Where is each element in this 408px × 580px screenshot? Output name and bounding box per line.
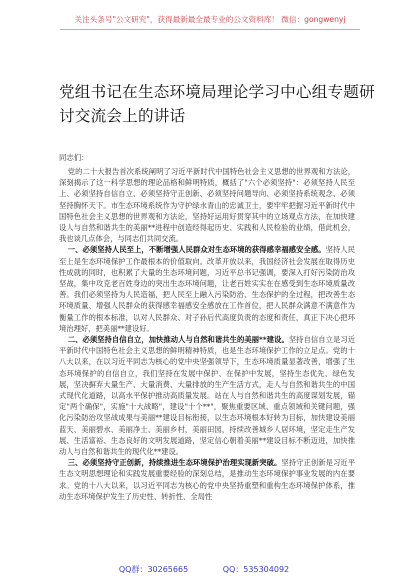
footer-contact: [0, 564, 408, 576]
paragraph-text: 党的二十大报告首次系统阐明了习近平新时代中国特色社会主义思想的世界观和方法论，深刻揭示了这一科学思想的理论品格和鲜明特质，概括了"六个必须坚持"：必须坚持人民至上、必须坚持自信自立、必须坚持守正创新、必须坚持问题导向、必须坚持系统观念、必须坚持胸怀天下。市生态环境系统作为守护绿水青山的忠诚卫士，要牢牢把握习近平新时代中国特色社会主义思想的世界观和方法论，坚持好运用好贯穿其中的立场观点方法，在加快建设人与自然和谐共生的美丽**进程中创造经得起历史、实践和人民检验的业绩，借此机会，我也谈几点体会，与同志们共同交流。: [59, 167, 355, 244]
paragraph-text: 坚持自信自立是习近平新时代中国特色社会主义思想的鲜明精神特质，也是生态环境保护工作的立足点。党的十八大以来，在以习近平同志为核心的党中央坚强领导下，生态环境质量显著改善，增强了生态环境保护的自信自立，我们坚持在发展中保护、在保护中发展，坚持生态优先、绿色发展，坚决摒弃大量生产、大量消费、大量排放的生产生活方式，走人与自然和谐共生的中国式现代化道路，以高水平保护推动高质量发展。站在人与自然和谐共生的高度谋划发展，锚定"两个确保"，实施"十大战略"，建设"十个**"，聚焦重要区域、重点领域和关键问题，强化污染防治攻坚战成果与美丽**建设目标衔接，以生态环境根本好转为目标，加快建设美丽蓝天、美丽碧水、美丽净土、美丽乡村，美丽田园，持续改善城乡人居环境，坚定走生产发展、生活富裕、生态良好的文明发展道路，坚定信心朝着美丽**建设目标不断迈进，加快推动人与自然和谐共生的现代化**建设。: [59, 335, 355, 457]
document-body: [59, 166, 355, 502]
banner-text: 关注头条号"公文研究"，获得最新最全最专业的公文资料库！ 微信：gongwenyj: [74, 15, 346, 24]
section-heading: 二、必须坚持自信自立，加快推动人与自然和谐共生的美丽**建设。: [67, 335, 289, 345]
top-banner: [60, 13, 360, 28]
paragraph-text: 坚持人民至上是生态环境保护工作最根本的价值取向。改革开放以来，我国经济社会发展在取得历史性成就的同时，也积累了大量的生态环境问题，习近平总书记强调，要深入打好污染防治攻坚战，集中攻克老百姓身边的突出生态环境问题，让老百姓实实在在感受到生态环境质量改善。我们必须坚持为人民造福，把人民至上融入污染防治、生态保护的全过程，把改善生态环境质量、增强人民群众的获得感幸福感安全感放在工作首位，把人民群众满意不满意作为衡量工作的根本标准，以对人民群众、对子孙后代高度负责的态度和责任，真正下决心把环境治理好，把美丽**建设好。: [59, 245, 356, 333]
section-heading: 一、必须坚持人民至上，不断增强人民群众对生态环境的获得感幸福感安全感。: [67, 245, 326, 255]
paragraph: [59, 166, 355, 244]
paragraph: [59, 457, 355, 502]
section-heading: 三、必须坚持守正创新，持续推进生态环境保护治理实现新突破。: [67, 458, 282, 468]
footer-qq-group: QQ群：30265665: [118, 565, 189, 574]
footer-qq: QQ：535304092: [222, 565, 290, 574]
greeting: 同志们：: [59, 153, 89, 162]
paragraph-text: 坚持守正创新是习近平生态文明思想理论和实践发展重要经验的深刻总结，是推动生态环境保护事业发展的内在要求。党的十八大以来，以习近平同志为核心的党中央坚持重塑和重构生态环境保护体系，推动生态环境保护发生了历史性、转折性、全局性: [59, 458, 356, 501]
paragraph: [59, 334, 355, 457]
document-title: 党组书记在生态环境局理论学习中心组专题研讨交流会上的讲话: [59, 83, 375, 125]
paragraph: [59, 244, 355, 334]
banner-divider: [60, 29, 360, 30]
